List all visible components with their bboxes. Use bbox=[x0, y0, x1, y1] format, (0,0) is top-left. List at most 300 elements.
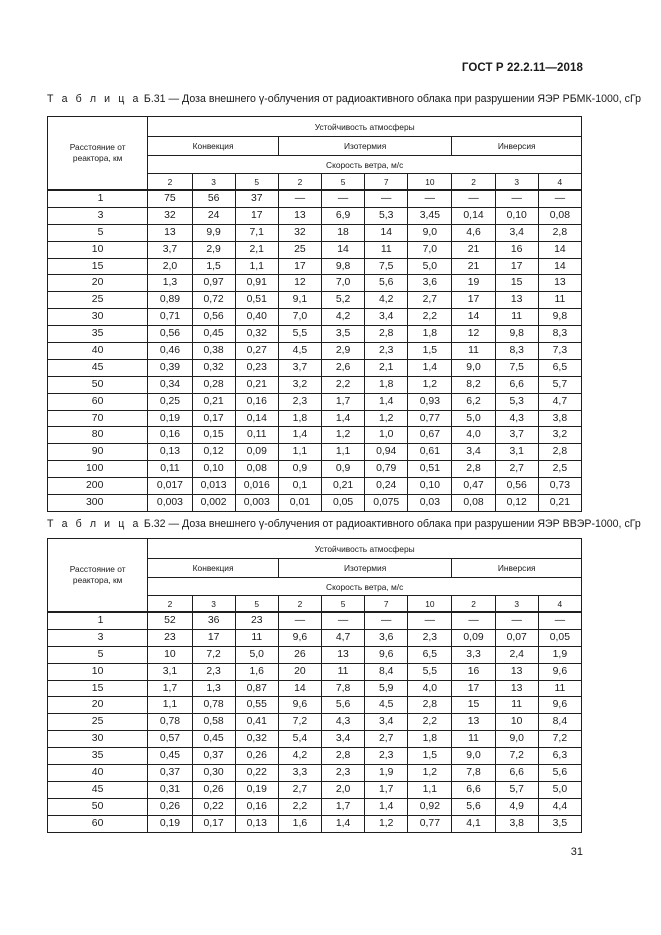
dose-cell: 0,21 bbox=[538, 495, 581, 512]
dose-cell: 1,2 bbox=[408, 376, 452, 393]
dose-cell: — bbox=[365, 190, 408, 207]
dose-cell: 1,8 bbox=[278, 410, 321, 427]
dose-cell: 8,4 bbox=[538, 714, 581, 731]
dose-cell: 2,9 bbox=[192, 241, 235, 258]
dose-cell: 0,32 bbox=[235, 326, 278, 343]
table-row bbox=[48, 781, 582, 798]
dose-cell: 5,6 bbox=[321, 697, 364, 714]
document-code: ГОСТ Р 22.2.11—2018 bbox=[461, 62, 583, 74]
distance-cell: 3 bbox=[48, 207, 148, 224]
dose-cell: 2,8 bbox=[365, 326, 408, 343]
dose-cell: 9,0 bbox=[452, 748, 495, 765]
dose-cell: 5,5 bbox=[278, 326, 321, 343]
dose-cell: 10 bbox=[495, 714, 538, 731]
header-group: Конвекция bbox=[148, 559, 278, 578]
dose-cell: 0,013 bbox=[192, 478, 235, 495]
dose-cell: 2,7 bbox=[495, 461, 538, 478]
dose-cell: 0,26 bbox=[192, 781, 235, 798]
dose-cell: 11 bbox=[365, 241, 408, 258]
dose-cell: 7,0 bbox=[321, 275, 364, 292]
header-speed: 3 bbox=[495, 596, 538, 613]
table-row bbox=[48, 444, 582, 461]
dose-cell: 3,7 bbox=[495, 427, 538, 444]
dose-cell: 5,2 bbox=[321, 292, 364, 309]
distance-cell: 80 bbox=[48, 427, 148, 444]
dose-cell: — bbox=[365, 612, 408, 629]
table-row bbox=[48, 748, 582, 765]
dose-cell: 75 bbox=[148, 190, 192, 207]
header-speed: 10 bbox=[408, 596, 452, 613]
dose-cell: 9,8 bbox=[321, 258, 364, 275]
dose-cell: 0,10 bbox=[495, 207, 538, 224]
dose-cell: 6,2 bbox=[452, 393, 495, 410]
dose-cell: 4,2 bbox=[321, 309, 364, 326]
dose-cell: 5,7 bbox=[495, 781, 538, 798]
distance-cell: 35 bbox=[48, 326, 148, 343]
distance-cell: 25 bbox=[48, 714, 148, 731]
page-number: 31 bbox=[570, 846, 583, 858]
dose-cell: 1,5 bbox=[408, 343, 452, 360]
dose-cell: 0,51 bbox=[235, 292, 278, 309]
table-row bbox=[48, 326, 582, 343]
dose-cell: 2,8 bbox=[538, 224, 581, 241]
dose-cell: 0,92 bbox=[408, 798, 452, 815]
dose-cell: — bbox=[538, 612, 581, 629]
dose-cell: 9,6 bbox=[278, 629, 321, 646]
table-row bbox=[48, 359, 582, 376]
dose-cell: — bbox=[408, 190, 452, 207]
dose-cell: 7,2 bbox=[192, 646, 235, 663]
dose-cell: 11 bbox=[452, 343, 495, 360]
dose-cell: 0,34 bbox=[148, 376, 192, 393]
dose-cell: 4,9 bbox=[495, 798, 538, 815]
distance-cell: 1 bbox=[48, 190, 148, 207]
dose-cell: 36 bbox=[192, 612, 235, 629]
dose-cell: 3,7 bbox=[278, 359, 321, 376]
dose-cell: 4,3 bbox=[321, 714, 364, 731]
dose-cell: 3,4 bbox=[321, 731, 364, 748]
dose-cell: 0,19 bbox=[235, 781, 278, 798]
table-row bbox=[48, 629, 582, 646]
table-row bbox=[48, 207, 582, 224]
table-row bbox=[48, 309, 582, 326]
dose-cell: 0,19 bbox=[148, 815, 192, 832]
dose-cell: 0,002 bbox=[192, 495, 235, 512]
dose-cell: 2,3 bbox=[278, 393, 321, 410]
dose-cell: 3,4 bbox=[495, 224, 538, 241]
dose-cell: 0,46 bbox=[148, 343, 192, 360]
distance-cell: 10 bbox=[48, 663, 148, 680]
dose-cell: 0,16 bbox=[235, 798, 278, 815]
dose-cell: 0,26 bbox=[235, 748, 278, 765]
dose-cell: 1,2 bbox=[408, 765, 452, 782]
dose-cell: 2,3 bbox=[192, 663, 235, 680]
dose-cell: 8,2 bbox=[452, 376, 495, 393]
dose-cell: 56 bbox=[192, 190, 235, 207]
header-group: Инверсия bbox=[452, 137, 582, 156]
dose-cell: 9,8 bbox=[495, 326, 538, 343]
dose-cell: 2,4 bbox=[495, 646, 538, 663]
dose-cell: 0,37 bbox=[148, 765, 192, 782]
table-row bbox=[48, 224, 582, 241]
dose-cell: 1,1 bbox=[235, 258, 278, 275]
table-row bbox=[48, 190, 582, 207]
dose-cell: 0,38 bbox=[192, 343, 235, 360]
dose-cell: — bbox=[278, 190, 321, 207]
dose-cell: 0,30 bbox=[192, 765, 235, 782]
dose-cell: 6,9 bbox=[321, 207, 364, 224]
dose-cell: 6,6 bbox=[495, 376, 538, 393]
dose-cell: 12 bbox=[278, 275, 321, 292]
dose-cell: 4,7 bbox=[321, 629, 364, 646]
dose-cell: 3,6 bbox=[365, 629, 408, 646]
dose-cell: 7,2 bbox=[278, 714, 321, 731]
table-row bbox=[48, 275, 582, 292]
dose-cell: 3,2 bbox=[278, 376, 321, 393]
distance-cell: 10 bbox=[48, 241, 148, 258]
dose-cell: 7,0 bbox=[278, 309, 321, 326]
table-row bbox=[48, 427, 582, 444]
header-speed: 2 bbox=[452, 596, 495, 613]
dose-cell: 11 bbox=[452, 731, 495, 748]
dose-cell: 0,12 bbox=[495, 495, 538, 512]
dose-cell: 12 bbox=[452, 326, 495, 343]
caption-text: Б.31 — Доза внешнего γ-облучения от радиоактивного облака при разрушении ЯЭР РБМК-1000, сГр bbox=[140, 93, 641, 105]
dose-cell: 0,21 bbox=[321, 478, 364, 495]
dose-cell: 32 bbox=[148, 207, 192, 224]
dose-cell: 0,77 bbox=[408, 815, 452, 832]
dose-cell: 14 bbox=[365, 224, 408, 241]
header-speed: 5 bbox=[235, 596, 278, 613]
dose-cell: 26 bbox=[278, 646, 321, 663]
distance-cell: 90 bbox=[48, 444, 148, 461]
dose-cell: 1,2 bbox=[365, 410, 408, 427]
dose-cell: 23 bbox=[148, 629, 192, 646]
dose-cell: 0,91 bbox=[235, 275, 278, 292]
dose-cell: 0,39 bbox=[148, 359, 192, 376]
dose-cell: 14 bbox=[321, 241, 364, 258]
distance-cell: 45 bbox=[48, 781, 148, 798]
dose-cell: 6,3 bbox=[538, 748, 581, 765]
dose-cell: 4,1 bbox=[452, 815, 495, 832]
distance-cell: 25 bbox=[48, 292, 148, 309]
dose-cell: 3,45 bbox=[408, 207, 452, 224]
dose-cell: 0,14 bbox=[452, 207, 495, 224]
dose-cell: 0,77 bbox=[408, 410, 452, 427]
dose-cell: 3,4 bbox=[365, 309, 408, 326]
dose-cell: 2,7 bbox=[365, 731, 408, 748]
table-caption-b32 bbox=[47, 518, 641, 530]
dose-cell: 1,7 bbox=[365, 781, 408, 798]
table-row bbox=[48, 241, 582, 258]
dose-cell: 3,7 bbox=[148, 241, 192, 258]
dose-cell: 16 bbox=[452, 663, 495, 680]
dose-cell: 11 bbox=[538, 292, 581, 309]
dose-cell: 7,0 bbox=[408, 241, 452, 258]
dose-cell: 4,3 bbox=[495, 410, 538, 427]
dose-cell: 4,5 bbox=[365, 697, 408, 714]
dose-cell: 9,9 bbox=[192, 224, 235, 241]
table-row bbox=[48, 697, 582, 714]
dose-cell: 21 bbox=[452, 258, 495, 275]
table-row bbox=[48, 714, 582, 731]
dose-cell: 1,8 bbox=[408, 326, 452, 343]
dose-cell: 8,3 bbox=[538, 326, 581, 343]
distance-cell: 60 bbox=[48, 393, 148, 410]
dose-cell: 7,5 bbox=[365, 258, 408, 275]
dose-cell: 0,11 bbox=[148, 461, 192, 478]
header-wind-speed: Скорость ветра, м/с bbox=[148, 578, 582, 596]
dose-cell: 0,21 bbox=[192, 393, 235, 410]
dose-cell: 5,5 bbox=[408, 663, 452, 680]
caption-prefix: Т а б л и ц а bbox=[47, 93, 141, 105]
dose-cell: 8,4 bbox=[365, 663, 408, 680]
dose-cell: 17 bbox=[452, 680, 495, 697]
dose-cell: 0,55 bbox=[235, 697, 278, 714]
dose-cell: 1,7 bbox=[321, 798, 364, 815]
dose-cell: 9,6 bbox=[365, 646, 408, 663]
dose-cell: — bbox=[538, 190, 581, 207]
dose-cell: 3,3 bbox=[278, 765, 321, 782]
dose-table-b31 bbox=[47, 116, 582, 512]
distance-cell: 100 bbox=[48, 461, 148, 478]
dose-cell: 9,0 bbox=[452, 359, 495, 376]
dose-cell: 5,0 bbox=[452, 410, 495, 427]
dose-cell: 21 bbox=[452, 241, 495, 258]
header-row bbox=[48, 117, 582, 137]
dose-cell: 3,6 bbox=[408, 275, 452, 292]
dose-cell: 0,93 bbox=[408, 393, 452, 410]
dose-cell: 1,3 bbox=[148, 275, 192, 292]
table-row bbox=[48, 646, 582, 663]
table-row bbox=[48, 461, 582, 478]
dose-cell: 6,6 bbox=[495, 765, 538, 782]
distance-cell: 60 bbox=[48, 815, 148, 832]
dose-cell: 0,51 bbox=[408, 461, 452, 478]
dose-cell: 7,1 bbox=[235, 224, 278, 241]
distance-cell: 50 bbox=[48, 376, 148, 393]
dose-cell: — bbox=[495, 612, 538, 629]
dose-cell: 11 bbox=[495, 697, 538, 714]
dose-cell: 5,7 bbox=[538, 376, 581, 393]
dose-cell: 0,13 bbox=[148, 444, 192, 461]
dose-cell: 7,5 bbox=[495, 359, 538, 376]
header-speed: 2 bbox=[452, 174, 495, 191]
dose-cell: 0,31 bbox=[148, 781, 192, 798]
table-row bbox=[48, 376, 582, 393]
dose-cell: 0,08 bbox=[235, 461, 278, 478]
header-group: Изотермия bbox=[278, 559, 452, 578]
dose-cell: 1,1 bbox=[148, 697, 192, 714]
dose-cell: 11 bbox=[495, 309, 538, 326]
dose-cell: 3,5 bbox=[538, 815, 581, 832]
header-distance: Расстояние от реактора, км bbox=[48, 539, 148, 613]
dose-cell: 2,2 bbox=[321, 376, 364, 393]
table-caption-b31 bbox=[47, 93, 641, 105]
dose-cell: 0,21 bbox=[235, 376, 278, 393]
dose-cell: 4,2 bbox=[278, 748, 321, 765]
distance-cell: 40 bbox=[48, 343, 148, 360]
dose-cell: 2,1 bbox=[235, 241, 278, 258]
header-speed: 5 bbox=[321, 174, 364, 191]
dose-cell: 2,2 bbox=[408, 714, 452, 731]
dose-cell: 0,16 bbox=[148, 427, 192, 444]
dose-cell: 18 bbox=[321, 224, 364, 241]
dose-cell: 0,78 bbox=[148, 714, 192, 731]
header-speed: 7 bbox=[365, 174, 408, 191]
table-row bbox=[48, 410, 582, 427]
header-speed: 3 bbox=[192, 174, 235, 191]
dose-cell: 0,10 bbox=[408, 478, 452, 495]
dose-cell: 4,0 bbox=[408, 680, 452, 697]
dose-cell: 2,8 bbox=[452, 461, 495, 478]
dose-cell: 0,03 bbox=[408, 495, 452, 512]
distance-cell: 1 bbox=[48, 612, 148, 629]
dose-cell: 2,6 bbox=[321, 359, 364, 376]
distance-cell: 5 bbox=[48, 646, 148, 663]
dose-cell: 0,17 bbox=[192, 410, 235, 427]
header-group: Инверсия bbox=[452, 559, 582, 578]
dose-cell: 0,15 bbox=[192, 427, 235, 444]
dose-cell: 15 bbox=[495, 275, 538, 292]
dose-cell: 0,10 bbox=[192, 461, 235, 478]
dose-cell: 6,6 bbox=[452, 781, 495, 798]
dose-cell: 2,0 bbox=[148, 258, 192, 275]
dose-cell: 0,45 bbox=[192, 731, 235, 748]
dose-cell: 0,47 bbox=[452, 478, 495, 495]
dose-cell: 3,1 bbox=[495, 444, 538, 461]
dose-cell: 1,2 bbox=[365, 815, 408, 832]
dose-cell: 0,71 bbox=[148, 309, 192, 326]
dose-cell: 0,11 bbox=[235, 427, 278, 444]
dose-cell: 17 bbox=[278, 258, 321, 275]
dose-cell: 7,8 bbox=[452, 765, 495, 782]
dose-cell: 5,0 bbox=[408, 258, 452, 275]
dose-cell: 0,24 bbox=[365, 478, 408, 495]
dose-cell: 2,8 bbox=[538, 444, 581, 461]
dose-cell: 3,5 bbox=[321, 326, 364, 343]
dose-cell: 6,5 bbox=[538, 359, 581, 376]
dose-cell: 2,0 bbox=[321, 781, 364, 798]
dose-cell: 4,6 bbox=[452, 224, 495, 241]
dose-cell: 2,7 bbox=[278, 781, 321, 798]
dose-cell: 2,5 bbox=[538, 461, 581, 478]
dose-cell: 2,3 bbox=[365, 748, 408, 765]
dose-cell: 14 bbox=[452, 309, 495, 326]
dose-cell: 14 bbox=[538, 241, 581, 258]
dose-cell: 5,0 bbox=[538, 781, 581, 798]
dose-cell: 3,4 bbox=[452, 444, 495, 461]
distance-cell: 15 bbox=[48, 680, 148, 697]
dose-cell: — bbox=[408, 612, 452, 629]
dose-cell: 0,87 bbox=[235, 680, 278, 697]
dose-cell: 0,79 bbox=[365, 461, 408, 478]
dose-cell: 17 bbox=[235, 207, 278, 224]
dose-cell: 0,56 bbox=[192, 309, 235, 326]
dose-cell: 19 bbox=[452, 275, 495, 292]
dose-cell: 13 bbox=[278, 207, 321, 224]
dose-cell: 1,1 bbox=[321, 444, 364, 461]
dose-cell: 13 bbox=[538, 275, 581, 292]
table-row bbox=[48, 680, 582, 697]
dose-cell: 14 bbox=[278, 680, 321, 697]
dose-cell: 0,9 bbox=[278, 461, 321, 478]
dose-cell: 5,3 bbox=[365, 207, 408, 224]
dose-cell: 2,7 bbox=[408, 292, 452, 309]
dose-cell: 0,32 bbox=[192, 359, 235, 376]
dose-cell: 4,0 bbox=[452, 427, 495, 444]
dose-cell: 17 bbox=[192, 629, 235, 646]
dose-cell: 0,23 bbox=[235, 359, 278, 376]
dose-cell: 0,07 bbox=[495, 629, 538, 646]
table-row bbox=[48, 731, 582, 748]
dose-cell: 0,41 bbox=[235, 714, 278, 731]
table-row bbox=[48, 663, 582, 680]
dose-cell: 7,2 bbox=[495, 748, 538, 765]
header-speed: 4 bbox=[538, 174, 581, 191]
distance-cell: 30 bbox=[48, 309, 148, 326]
dose-cell: 0,56 bbox=[148, 326, 192, 343]
header-stability: Устойчивость атмосферы bbox=[148, 539, 582, 559]
dose-cell: 3,1 bbox=[148, 663, 192, 680]
dose-cell: 52 bbox=[148, 612, 192, 629]
dose-cell: 13 bbox=[495, 292, 538, 309]
header-row bbox=[48, 539, 582, 559]
dose-cell: 0,45 bbox=[148, 748, 192, 765]
dose-cell: 17 bbox=[495, 258, 538, 275]
dose-cell: 0,37 bbox=[192, 748, 235, 765]
dose-cell: 24 bbox=[192, 207, 235, 224]
dose-cell: 0,61 bbox=[408, 444, 452, 461]
dose-table-b32 bbox=[47, 538, 582, 833]
dose-cell: 2,3 bbox=[365, 343, 408, 360]
dose-cell: — bbox=[495, 190, 538, 207]
dose-cell: 0,05 bbox=[538, 629, 581, 646]
header-speed: 4 bbox=[538, 596, 581, 613]
dose-cell: 3,2 bbox=[538, 427, 581, 444]
dose-cell: 2,3 bbox=[408, 629, 452, 646]
dose-cell: — bbox=[452, 190, 495, 207]
dose-cell: 0,67 bbox=[408, 427, 452, 444]
dose-cell: 1,9 bbox=[365, 765, 408, 782]
dose-cell: — bbox=[321, 190, 364, 207]
dose-cell: 0,22 bbox=[192, 798, 235, 815]
dose-cell: 9,1 bbox=[278, 292, 321, 309]
header-speed: 7 bbox=[365, 596, 408, 613]
distance-cell: 15 bbox=[48, 258, 148, 275]
dose-cell: 5,9 bbox=[365, 680, 408, 697]
distance-cell: 70 bbox=[48, 410, 148, 427]
dose-cell: 1,4 bbox=[365, 798, 408, 815]
dose-cell: 7,2 bbox=[538, 731, 581, 748]
dose-cell: 2,8 bbox=[321, 748, 364, 765]
dose-cell: 3,8 bbox=[495, 815, 538, 832]
dose-cell: 25 bbox=[278, 241, 321, 258]
dose-cell: 23 bbox=[235, 612, 278, 629]
dose-cell: 13 bbox=[495, 680, 538, 697]
header-speed: 3 bbox=[495, 174, 538, 191]
dose-cell: 1,4 bbox=[321, 410, 364, 427]
dose-cell: — bbox=[452, 612, 495, 629]
dose-cell: 0,32 bbox=[235, 731, 278, 748]
dose-cell: 1,4 bbox=[278, 427, 321, 444]
dose-cell: 20 bbox=[278, 663, 321, 680]
dose-cell: 0,25 bbox=[148, 393, 192, 410]
dose-cell: 0,94 bbox=[365, 444, 408, 461]
dose-cell: 1,6 bbox=[235, 663, 278, 680]
dose-cell: 11 bbox=[321, 663, 364, 680]
table-row bbox=[48, 343, 582, 360]
